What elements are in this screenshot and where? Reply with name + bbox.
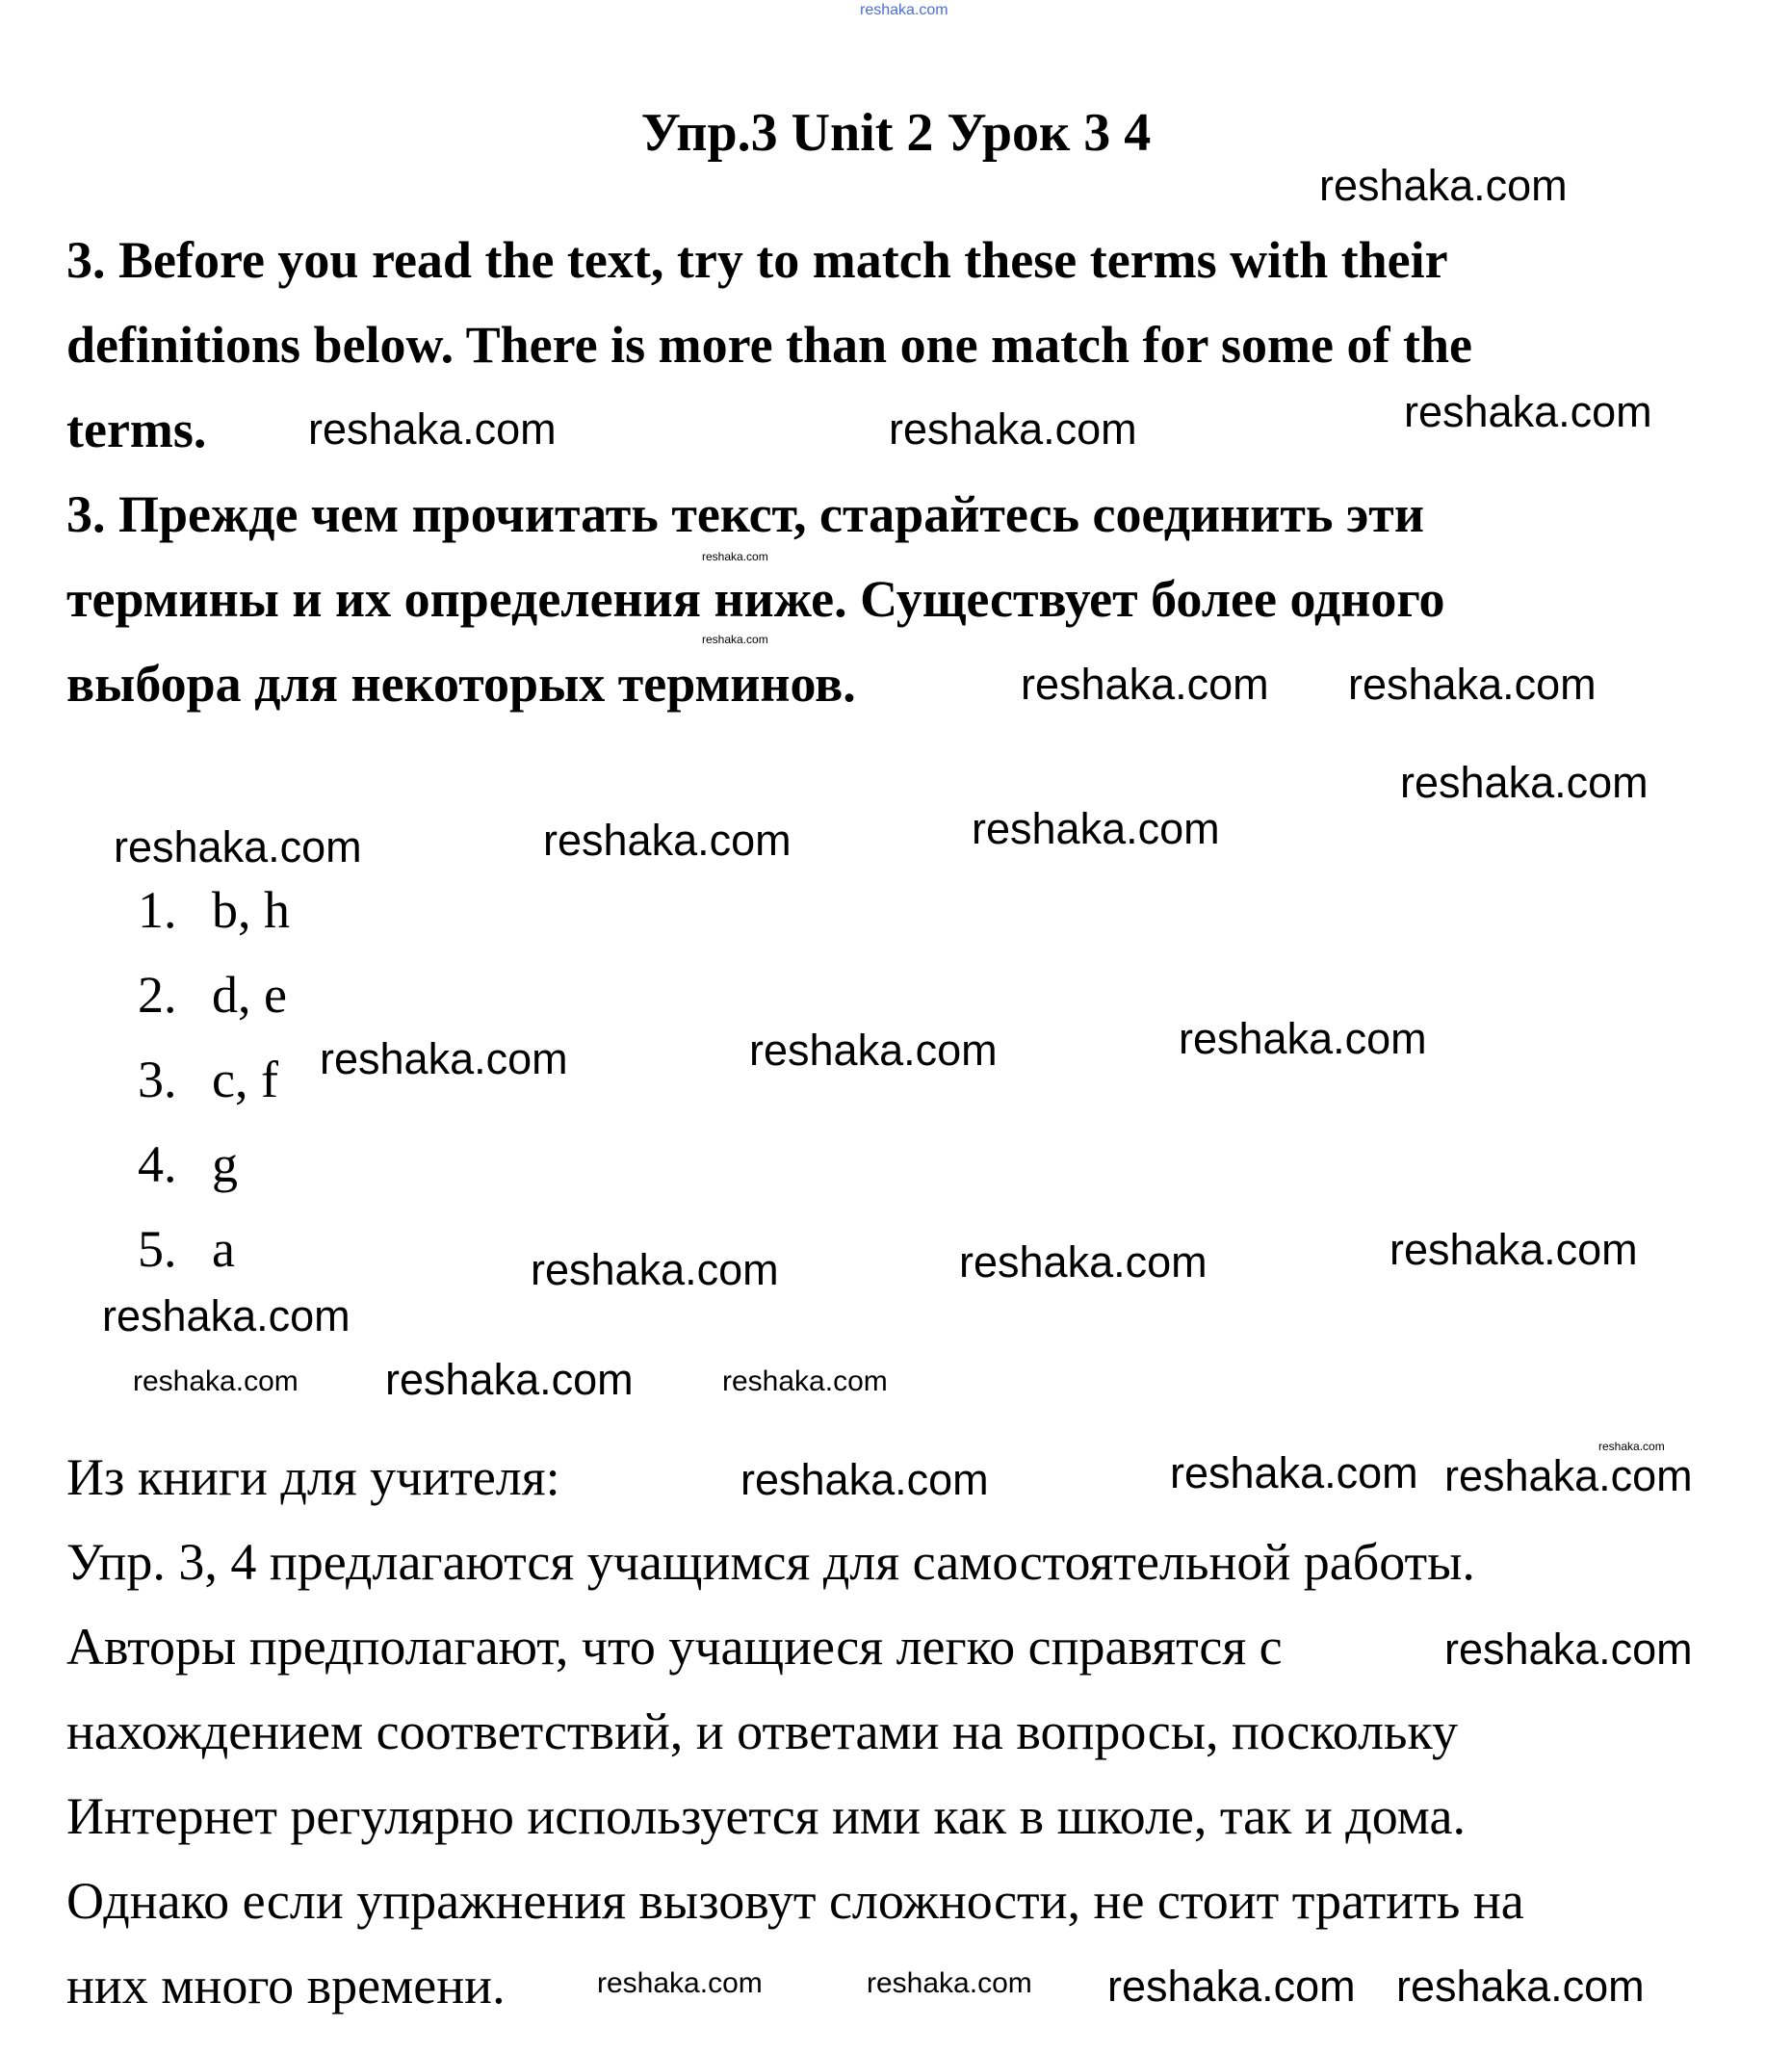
- watermark: reshaka.com: [1389, 1225, 1638, 1274]
- watermark: reshaka.com: [1444, 1451, 1693, 1500]
- watermark: reshaka.com: [1348, 660, 1597, 709]
- watermark: reshaka.com: [959, 1237, 1208, 1287]
- watermark: reshaka.com: [740, 1455, 989, 1504]
- watermark: reshaka.com: [531, 1245, 779, 1294]
- task-line: terms.: [66, 401, 207, 458]
- watermark: reshaka.com: [597, 1967, 763, 1999]
- watermark: reshaka.com: [1404, 387, 1652, 436]
- watermark: reshaka.com: [1021, 660, 1269, 709]
- watermark: reshaka.com: [702, 633, 768, 646]
- teacher-line: них много времени.: [66, 1957, 506, 2015]
- answer-value: g: [212, 1135, 238, 1193]
- watermark: reshaka.com: [889, 404, 1137, 454]
- teacher-line: Упр. 3, 4 предлагаются учащимся для самостоятельной работы.: [66, 1533, 1475, 1591]
- answer-number: 1.: [138, 881, 177, 939]
- task-line: definitions below. There is more than one match for some of the: [66, 316, 1472, 374]
- teacher-line: Однако если упражнения вызовут сложности, не стоит тратить на: [66, 1872, 1524, 1930]
- answer-number: 5.: [138, 1220, 177, 1278]
- watermark: reshaka.com: [1400, 758, 1649, 807]
- watermark: reshaka.com: [385, 1355, 634, 1404]
- teacher-line: Авторы предполагают, что учащиеся легко справятся с: [66, 1618, 1283, 1676]
- task-line: 3. Прежде чем прочитать текст, старайтесь соединить эти: [66, 485, 1424, 543]
- answer-number: 2.: [138, 966, 177, 1024]
- watermark: reshaka.com: [867, 1967, 1032, 1999]
- watermark: reshaka.com: [722, 1365, 888, 1397]
- watermark: reshaka.com: [102, 1291, 351, 1340]
- watermark: reshaka.com: [1396, 1962, 1645, 2011]
- task-line: выбора для некоторых терминов.: [66, 655, 856, 713]
- answer-value: a: [212, 1220, 235, 1278]
- answer-value: d, e: [212, 966, 287, 1024]
- watermark: reshaka.com: [1107, 1962, 1356, 2011]
- teacher-line: нахождением соответствий, и ответами на вопросы, поскольку: [66, 1703, 1459, 1760]
- page-title: Упр.3 Unit 2 Урок 3 4: [640, 103, 1152, 163]
- answer-number: 4.: [138, 1135, 177, 1193]
- watermark: reshaka.com: [320, 1034, 568, 1083]
- watermark: reshaka.com: [543, 816, 792, 865]
- watermark: reshaka.com: [1598, 1440, 1665, 1453]
- answer-value: c, f: [212, 1051, 278, 1108]
- task-line: 3. Before you read the text, try to match these terms with their: [66, 231, 1448, 289]
- watermark: reshaka.com: [702, 550, 768, 563]
- watermark: reshaka.com: [1319, 161, 1568, 210]
- watermark: reshaka.com: [133, 1365, 299, 1397]
- answer-number: 3.: [138, 1051, 177, 1108]
- watermark: reshaka.com: [972, 804, 1220, 853]
- watermark: reshaka.com: [1179, 1014, 1427, 1063]
- teacher-line: Из книги для учителя:: [66, 1448, 560, 1506]
- watermark: reshaka.com: [308, 404, 557, 454]
- task-line: термины и их определения ниже. Существует более одного: [66, 570, 1445, 628]
- top-watermark[interactable]: reshaka.com: [860, 2, 948, 18]
- answer-value: b, h: [212, 881, 290, 939]
- watermark: reshaka.com: [114, 822, 362, 871]
- watermark: reshaka.com: [1170, 1448, 1418, 1497]
- watermark: reshaka.com: [1444, 1625, 1693, 1674]
- watermark: reshaka.com: [749, 1026, 998, 1075]
- teacher-line: Интернет регулярно используется ими как в школе, так и дома.: [66, 1787, 1466, 1845]
